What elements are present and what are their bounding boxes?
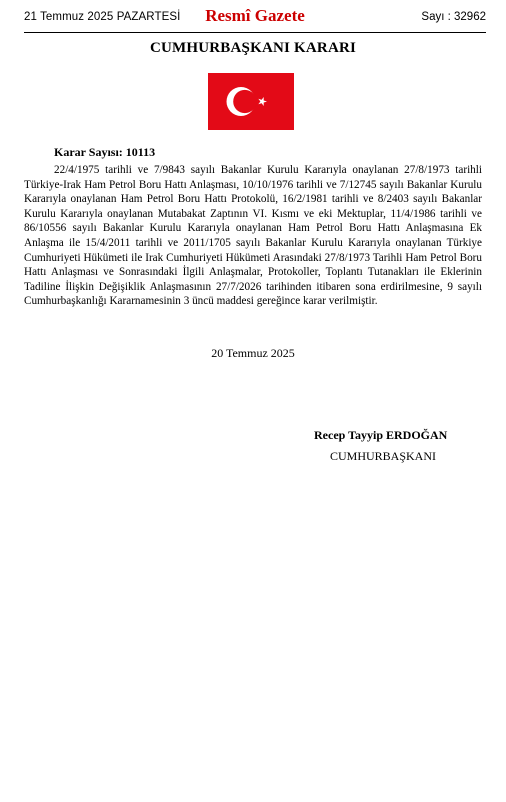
- signer-name: Recep Tayyip ERDOĞAN: [314, 428, 448, 442]
- turkish-flag-icon: [208, 73, 294, 130]
- signer-title: CUMHURBAŞKANI: [330, 449, 437, 463]
- issue-number: Sayı : 32962: [421, 11, 486, 23]
- header-date: 21 Temmuz 2025 PAZARTESİ: [24, 11, 181, 23]
- decision-date: 20 Temmuz 2025: [211, 346, 295, 360]
- publication-title: Resmî Gazete: [205, 6, 305, 25]
- decision-body: 22/4/1975 tarihli ve 7/9843 sayılı Bakanlar Kurulu Kararıyla onaylanan 27/8/1973 tarihli Türkiye-Irak Ham Petrol Boru Hattı Anlaşması, 10/10/1976 tarihli ve 7/12745 sayılı Bakanlar Kurulu Kararıyla onaylanan Ham Petrol Boru Hattı Protokolü, 16/2/1981 tarihli ve 8/2403 sayılı Bakanlar Kurulu Kararıyla onaylanan Mutabakat Zaptının VI. Kısmı ve eki Mektuplar, 11/4/1986 tarihli ve 86/10556 sayılı Bakanlar Kurulu Kararıyla onaylanan Ham Petrol Boru Hattı Anlaşmasına Ek Anlaşma ile 15/4/2011 tarihli ve 2011/1705 sayılı Bakanlar Kurulu Kararıyla onaylanan Türkiye Cumhuriyeti Hükümeti ile Irak Cumhuriyeti Hükümeti Arasındaki 27/8/1973 Tarihli Ham Petrol Boru Hattı Anlaşması ve Sonrasındaki İlgili Anlaşmalar, Protokoller, Toplantı Tutanakları ile Eklerinin Tadiline İlişkin Değişiklik Anlaşmasının 27/7/2026 tarihinden itibaren sona erdirilmesine, 9 sayılı Cumhurbaşkanlığı Kararnamesinin 3 üncü maddesi gereğince karar verilmiştir.: [24, 164, 482, 308]
- decision-number: Karar Sayısı: 10113: [54, 145, 156, 159]
- gazette-header: [24, 6, 486, 33]
- document-title: CUMHURBAŞKANI KARARI: [149, 40, 357, 56]
